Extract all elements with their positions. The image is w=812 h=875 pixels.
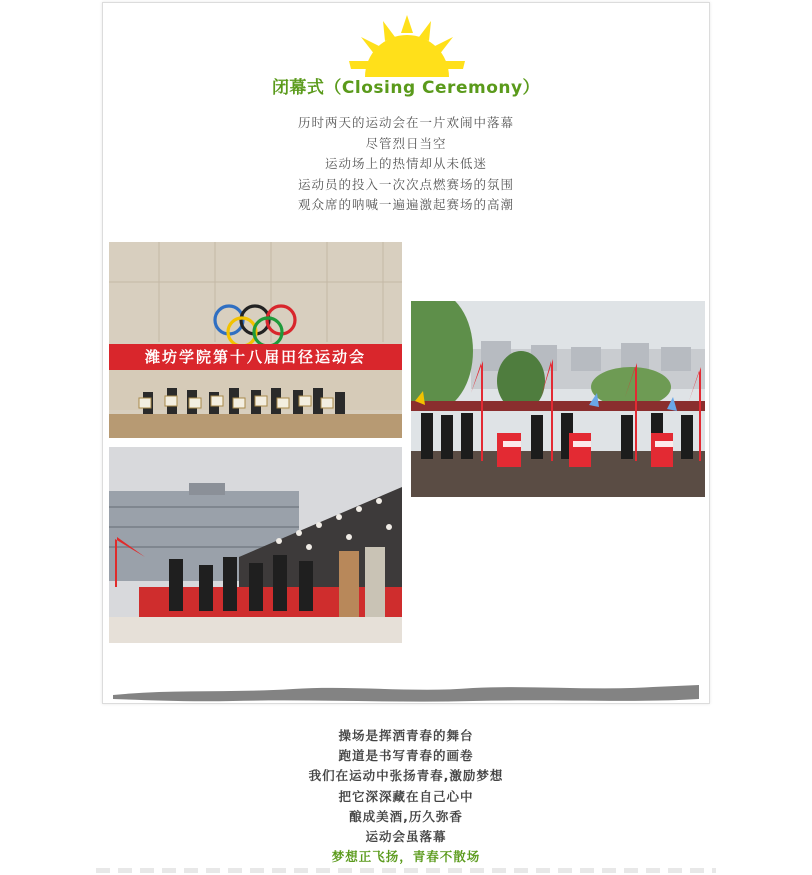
intro-line: 历时两天的运动会在一片欢闹中落幕 — [297, 115, 514, 130]
closing-line: 操场是挥洒青春的舞台 — [338, 728, 474, 743]
closing-ceremony-card — [102, 2, 710, 704]
flag-team-illustration — [411, 301, 705, 497]
award-ceremony-photo — [109, 242, 402, 438]
intro-line: 运动员的投入一次次点燃赛场的氛围 — [297, 176, 514, 192]
closing-line: 把它深深藏在自己心中 — [338, 788, 474, 804]
closing-line: 跑道是书写青春的画卷 — [338, 748, 474, 764]
intro-line: 尽管烈日当空 — [365, 135, 447, 151]
closing-line: 我们在运动中张扬青春,激励梦想 — [308, 768, 504, 784]
flag-team-photo — [411, 301, 705, 497]
ink-brush-divider — [113, 681, 699, 703]
intro-line: 观众席的呐喊一遍遍激起赛场的高潮 — [297, 197, 514, 212]
spectators-illustration — [109, 447, 402, 643]
closing-poem — [0, 726, 812, 867]
closing-line: 运动会虽落幕 — [365, 829, 447, 845]
closing-line: 酿成美酒,历久弥香 — [349, 808, 463, 824]
intro-poem — [103, 113, 709, 216]
intro-line: 运动场上的热情却从未低迷 — [324, 156, 487, 171]
award-ceremony-illustration — [109, 242, 402, 438]
spectators-photo — [109, 447, 402, 643]
sun-icon — [347, 15, 467, 77]
sports-meet-banner: 潍坊学院第十八届田径运动会 — [109, 344, 402, 370]
section-title: 闭幕式（Closing Ceremony） — [271, 78, 541, 98]
dashed-divider — [96, 868, 716, 873]
closing-highlight: 梦想正飞扬，青春不散场 — [331, 849, 481, 865]
